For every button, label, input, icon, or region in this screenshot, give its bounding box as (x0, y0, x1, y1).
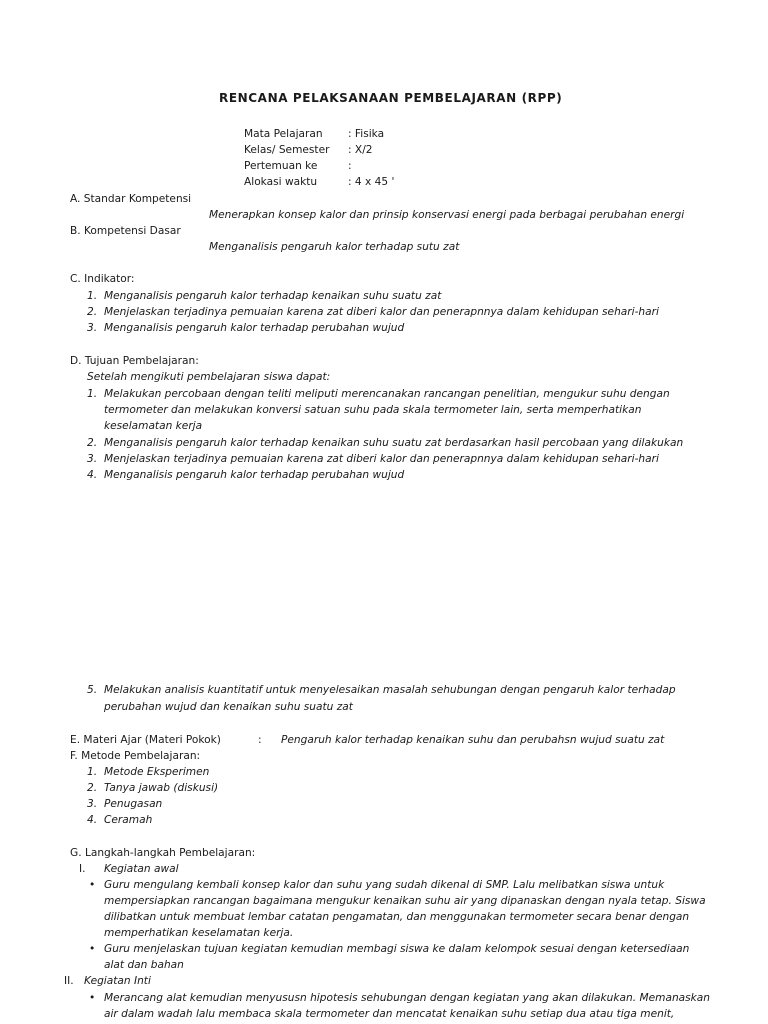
section-a-heading: A. Standar Kompetensi (70, 193, 192, 205)
list-item (87, 796, 162, 812)
list-text: Ceramah (104, 814, 153, 826)
list-item (87, 812, 152, 828)
list-number: 3. (87, 798, 98, 810)
document-title: RENCANA PELAKSANAAN PEMBELAJARAN (RPP) (219, 91, 563, 105)
bullet-icon: • (89, 879, 96, 891)
section-d-heading: D. Tujuan Pembelajaran: (70, 355, 199, 367)
list-number: 1. (87, 766, 98, 778)
bullet-text-continued: dilibatkan untuk membuat lembar catatan pengamatan, dan menggunakan termometer secara benar dengan (104, 911, 690, 923)
subsection-title: Kegiatan awal (104, 863, 179, 875)
list-text: Menganalisis pengaruh kalor terhadap kenaikan suhu suatu zat berdasarkan hasil percobaan yang dilakukan (104, 437, 684, 449)
list-item (87, 288, 441, 304)
list-item (87, 386, 670, 402)
info-value-class: : X/2 (348, 144, 373, 156)
section-e-text: Pengaruh kalor terhadap kenaikan suhu dan perubahsn wujud suatu zat (281, 734, 665, 746)
list-number: 3. (87, 453, 98, 465)
list-number: 1. (87, 388, 98, 400)
list-text-continued: perubahan wujud dan kenaikan suhu suatu zat (104, 701, 353, 713)
list-item (87, 320, 404, 336)
list-item (87, 780, 218, 796)
bullet-text: Guru mengulang kembali konsep kalor dan suhu yang sudah dikenal di SMP. Lalu melibatkan siswa untuk (104, 879, 665, 891)
list-number: 4. (87, 814, 98, 826)
bullet-text: Guru menjelaskan tujuan kegiatan kemudian membagi siswa ke dalam kelompok sesuai dengan ketersediaan (104, 943, 690, 955)
list-item (87, 435, 683, 451)
list-number: 2. (87, 437, 98, 449)
section-b-text: Menganalisis pengaruh kalor terhadap sutu zat (209, 241, 460, 253)
list-number: 4. (87, 469, 98, 481)
info-value-time: : 4 x 45 ' (348, 176, 395, 188)
list-text: Metode Eksperimen (104, 766, 210, 778)
list-text: Penugasan (104, 798, 163, 810)
info-label-class: Kelas/ Semester (244, 144, 330, 156)
section-e-heading: E. Materi Ajar (Materi Pokok) (70, 734, 221, 746)
section-e-colon: : (258, 734, 262, 746)
list-text: Melakukan percobaan dengan teliti meliputi merencanakan rancangan penelitian, mengukur suhu dengan (104, 388, 670, 400)
section-b-heading: B. Kompetensi Dasar (70, 225, 181, 237)
list-number: 2. (87, 306, 98, 318)
list-number: 2. (87, 782, 98, 794)
bullet-text-continued: memperhatikan keselamatan kerja. (104, 927, 294, 939)
info-value-subject: : Fisika (348, 128, 385, 140)
section-a-text: Menerapkan konsep kalor dan prinsip konservasi energi pada berbagai perubahan energi (209, 209, 685, 221)
roman-numeral: I. (79, 863, 86, 875)
list-text: Menganalisis pengaruh kalor terhadap perubahan wujud (104, 322, 405, 334)
list-number: 5. (87, 684, 98, 696)
list-item (87, 682, 676, 698)
list-item (87, 467, 404, 483)
list-text: Menganalisis pengaruh kalor terhadap perubahan wujud (104, 469, 405, 481)
section-d-intro: Setelah mengikuti pembelajaran siswa dapat: (87, 371, 331, 383)
section-f-heading: F. Metode Pembelajaran: (70, 750, 201, 762)
section-c-heading: C. Indikator: (70, 273, 135, 285)
list-text: Menjelaskan terjadinya pemuaian karena zat diberi kalor dan penerapnnya dalam kehidupan sehari-hari (104, 453, 659, 465)
bullet-icon: • (89, 943, 96, 955)
bullet-text-continued: alat dan bahan (104, 959, 184, 971)
info-label-subject: Mata Pelajaran (244, 128, 323, 140)
roman-numeral: II. (64, 975, 74, 987)
list-number: 3. (87, 322, 98, 334)
list-text: Tanya jawab (diskusi) (104, 782, 219, 794)
list-number: 1. (87, 290, 98, 302)
bullet-text-continued: mempersiapkan rancangan bagaimana mengukur kenaikan suhu air yang dipanaskan dengan nyala tetap. Siswa (104, 895, 706, 907)
info-value-meeting: : (348, 160, 352, 172)
subsection-title: Kegiatan Inti (84, 975, 151, 987)
list-text: Menganalisis pengaruh kalor terhadap kenaikan suhu suatu zat (104, 290, 442, 302)
info-label-time: Alokasi waktu (244, 176, 318, 188)
list-item (87, 451, 659, 467)
bullet-text-continued: air dalam wadah lalu membaca skala termometer dan mencatat kenaikan suhu setiap dua atau tiga menit, (104, 1008, 675, 1020)
bullet-icon: • (89, 992, 96, 1004)
list-text: Menjelaskan terjadinya pemuaian karena zat diberi kalor dan penerapnnya dalam kehidupan sehari-hari (104, 306, 659, 318)
bullet-text: Merancang alat kemudian menyususn hipotesis sehubungan dengan kegiatan yang akan dilakukan. Memanaskan (104, 992, 711, 1004)
list-text-continued: termometer dan melakukan konversi satuan suhu pada skala termometer lain, serta memperhatikan (104, 404, 642, 416)
list-text-continued: keselamatan kerja (104, 420, 203, 432)
section-g-heading: G. Langkah-langkah Pembelajaran: (70, 847, 256, 859)
info-label-meeting: Pertemuan ke (244, 160, 318, 172)
list-item (87, 764, 209, 780)
list-item (87, 304, 659, 320)
list-text: Melakukan analisis kuantitatif untuk menyelesaikan masalah sehubungan dengan pengaruh kalor terhadap (104, 684, 676, 696)
